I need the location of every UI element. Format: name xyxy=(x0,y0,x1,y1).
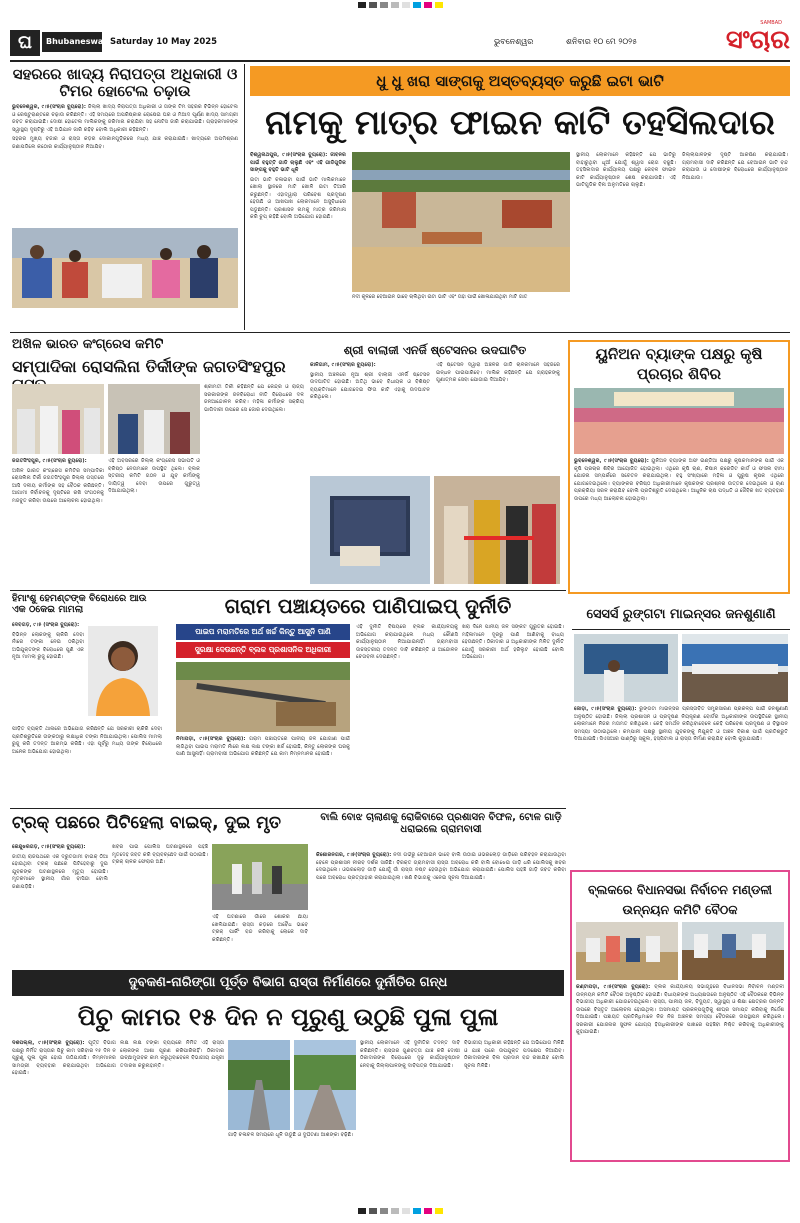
balaji-col-2: ଏହି ଷ୍ଟେସନ ଦ୍ୱାରା ଅଞ୍ଚଳର ଗାଡି ଚାଳକମାନେ ସହଜରେ ଇନ୍ଧନ ପାଇପାରିବେ। ମାଲିକ କହିଛନ୍ତି ଯେ ଗ୍ରାହକଙ୍କୁ ଗୁଣାତ୍ମକ ସେବା ଯୋଗାଇ ଦିଆଯିବ। xyxy=(436,362,560,384)
block-body-text: ବ୍ଲକ କାର୍ଯ୍ୟାଳୟ ସଭାଗୃହରେ ବିଧାନସଭା ନିର୍ବାଚନ ମଣ୍ଡଳୀ ଉନ୍ନୟନ କମିଟି ବୈଠକ ଅନୁଷ୍ଠିତ ହୋଇଛି। ବିଧାୟକଙ୍କ ଅଧ୍ୟକ୍ଷତାରେ ଅନୁଷ୍ଠିତ ଏହି ବୈଠକରେ ବିଭିନ୍ନ ବିଭାଗୀୟ ଅଧିକାରୀ ଯୋଗଦେଇଥିଲେ। ରାସ୍ତା, ପାନୀୟ ଜଳ, ବିଦ୍ୟୁତ, ସ୍ୱାସ୍ଥ୍ୟ ଓ ଶିକ୍ଷା କ୍ଷେତ୍ରର ଉନ୍ନତି ଉପରେ ବିସ୍ତୃତ ଆଲୋଚନା ହୋଇଥିଲା। ଅସମାପ୍ତ ପ୍ରକଳ୍ପଗୁଡ଼ିକୁ ଶୀଘ୍ର ସମାପ୍ତ କରିବାକୁ ନିର୍ଦ୍ଦେଶ ଦିଆଯାଇଛି। ପଞ୍ଚାୟତ ପ୍ରତିନିଧିମାନେ ନିଜ ନିଜ ଅଞ୍ଚଳର ସମସ୍ୟା ବୈଠକରେ ଉପସ୍ଥାପନ କରିଥିଲେ। ସରକାରୀ ଯୋଜନାର ସୁଫଳ ଯୋଗ୍ୟ ହିତାଧିକାରୀଙ୍କ ପାଖରେ ପହଞ୍ଚିବା ନିଶ୍ଚିତ କରିବାକୁ ଅଧିକାରୀଙ୍କୁ କୁହାଯାଇଛି। xyxy=(576,984,784,1036)
pipe-banner-1-text: ପାଇପ ମରାମତିରେ ଅର୍ଥ ଖର୍ଚ୍ଚ କିନ୍ତୁ ଆସୁନି ପାଣି xyxy=(195,627,331,636)
lead-col-1 xyxy=(250,152,346,320)
lead-caption: ନଦୀ କୂଳରେ ବେଆଇନ ଭାବେ ଚାଲିଥିବା ଇଟା ଭାଟି ଏବଂ ତାହା ପାଇଁ ଖୋଳାଯାଇଥିବା ମାଟି ଗାତ xyxy=(352,294,528,300)
bike-dateline: କେନ୍ଦୁଝରଗଡ଼, ୯।୫(ସଂଚାର ବ୍ୟୁରୋ): xyxy=(12,844,86,850)
lead-col-3: ଜିଲ୍ଲାପାଳଙ୍କ ଦୃଷ୍ଟି ଆକର୍ଷଣ କରାଯାଇଛି। ଗ୍ରାମବାସୀ ଦାବି କରିଛନ୍ତି ଯେ ବେଆଇନ ଭାଟି ବନ୍ଦ କରାଯାଉ ଓ ଦୋଷୀଙ୍କ ବିରୋଧରେ କାର୍ଯ୍ୟାନୁଷ୍ଠାନ ନିଆଯାଉ। xyxy=(682,152,788,181)
food-dateline: ଭୁବନେଶ୍ୱର, ୯।୫(ସଂଚାର ବ୍ୟୁରୋ): xyxy=(12,104,86,110)
hemanta-dateline: ଦେବଗଡ଼, ୯।୫ (ସଂଚାର ବ୍ୟୁରୋ): xyxy=(12,622,80,628)
food-body xyxy=(12,104,238,194)
bottom-kicker-text: ଦୁବକଣ-ନାରିଙ୍ଗା ପୂର୍ତ୍ତ ବିଭାଗ ରାସ୍ତା ନିର୍ମାଣରେ ଦୁର୍ନୀତିର ଗନ୍ଧ xyxy=(128,975,448,990)
pipe-col-3: ଖରା ଦିନେ ପାନୀୟ ଜଳ ସଙ୍କଟ ଗୁରୁତର ହୋଇଛି। ମହିଳାମାନେ ଦୂରରୁ ପାଣି ଆଣିବାକୁ ବାଧ୍ୟ ହେଉଛନ୍ତି। ଠିକାଦାର ଓ ଅଧିକାରୀଙ୍କ ମିଳିତ ଦୁର୍ନୀତି ଯୋଗୁଁ ସରକାରୀ ଅର୍ଥ ହରିଲୁଟ ହୋଇଛି ବୋଲି ଅଭିଯୋଗ। xyxy=(462,624,564,661)
congress-col-1 xyxy=(12,458,104,586)
lead-col-1-text: ଇଟା ଭାଟି ଚଳାଇବା ପାଇଁ ଭାଟି ମାଲିକମାନେ ଖୋଲା ସ୍ଥାନରେ ମାଟି ଖୋଳି ଇଟା ତିଆରି କରୁଛନ୍ତି। ଏହାଦ୍ୱାରା ପରିବେଶ ପ୍ରଦୂଷଣ ହେଉଛି ଓ ଆଖପାଖ ଲୋକମାନେ ଅସୁବିଧାରେ ପଡୁଛନ୍ତି। ପ୍ରଶାସନ ନାମକୁ ମାତ୍ର ଜରିମାନା କରି ଚୁପ୍ ରହିଛି ବୋଲି ଅଭିଯୋଗ ହୋଇଛି। xyxy=(250,176,346,221)
union-body-text: ୟୁନିଅନ ବ୍ୟାଙ୍କ ଅଫ ଇଣ୍ଡିଆ ପକ୍ଷରୁ କୃଷକମାନଙ୍କ ପାଇଁ ଏକ କୃଷି ପ୍ରଚାର ଶିବିର ଆୟୋଜିତ ହୋଇଥିଲା। ଏଥିରେ କୃଷି ଋଣ, କିଷାନ କ୍ରେଡିଟ କାର୍ଡ ଓ ଫସଲ ବୀମା ଯୋଜନା ସମ୍ପର୍କରେ ସଚେତନ କରାଯାଇଥିଲା। ବହୁ ସଂଖ୍ୟାରେ ମହିଳା ଓ ପୁରୁଷ କୃଷକ ଏଥିରେ ଯୋଗଦେଇଥିଲେ। ବ୍ୟାଙ୍କର ବରିଷ୍ଠ ଅଧିକାରୀମାନେ କୃଷକଙ୍କ ପ୍ରଶ୍ନର ଉତ୍ତର ଦେଇଥିଲେ ଓ ଋଣ ପ୍ରକ୍ରିୟା ସରଳ କରାଯିବ ବୋଲି ପ୍ରତିଶ୍ରୁତି ଦେଇଥିଲେ। ଆଧୁନିକ ଚାଷ ପଦ୍ଧତି ଓ ଜୈବିକ ଖତ ବ୍ୟବହାର ଉପରେ ମଧ୍ୟ ଆଲୋଚନା ହୋଇଥିଲା। xyxy=(574,458,784,502)
section-rule xyxy=(10,332,790,333)
congress-col-1-text: ଅଖିଳ ଭାରତ କଂଗ୍ରେସ କମିଟିର ସମ୍ପାଦିକା ରୋସଲିନା ତିର୍କୀ ଜଗତସିଂହପୁର ଜିଲ୍ଲା ଗସ୍ତରେ ଆସି ଦଳୀୟ କର୍ମୀଙ୍କ ସହ ବୈଠକ କରିଛନ୍ତି। ଆଗାମୀ ନିର୍ବାଚନକୁ ଦୃଷ୍ଟିରେ ରଖି ସଂଗଠନକୁ ମଜବୁତ କରିବା ଉପରେ ଆଲୋଚନା ହୋଇଥିଲା। xyxy=(12,467,104,504)
balaji-photo-1 xyxy=(310,476,430,584)
research-body xyxy=(574,706,788,866)
congress-dateline: ଜଗତସିଂହପୁର, ୯।୫(ସଂଚାର ବ୍ୟୁରୋ): xyxy=(12,458,87,464)
bottom-dateline: ଦଶପଲ୍ଲା, ୯।୫(ସଂଚାର ବ୍ୟୁରୋ): xyxy=(12,1040,85,1046)
research-photo-1 xyxy=(574,634,678,702)
registration-marks-bottom xyxy=(0,1206,800,1216)
research-headline-box xyxy=(572,600,790,630)
bike-photo xyxy=(212,844,308,910)
logo xyxy=(670,20,790,60)
masthead xyxy=(10,20,790,60)
odia-city: ଭୁବନେଶ୍ୱର xyxy=(494,37,534,46)
logo-top-text: SAMBAD xyxy=(760,20,782,26)
pipe-banner-2 xyxy=(176,642,350,658)
hemanta-photo xyxy=(88,626,158,716)
food-body-text: ଜିଲ୍ଲା ଖାଦ୍ୟ ନିରାପତ୍ତା ଅଧିକାରୀ ଓ ତାଙ୍କ ଟିମ ସହରର ବିଭିନ୍ନ ହୋଟେଲ ଓ ରେଷ୍ଟୁରାଣ୍ଟରେ ଚଢ଼ାଉ କରିଛନ୍ତି। ଏହି ସମୟରେ ଅପରିଷ୍କାର ରୋଷେଇ ଘର ଓ ମିଆଦ ପୂର୍ଣ୍ଣ ଖାଦ୍ୟ ସାମଗ୍ରୀ ଜବତ କରାଯାଇଛି। ଦୋଷୀ ହୋଟେଲ ମାଲିକଙ୍କୁ ଜରିମାନା କରାଯିବା ସହ ନୋଟିସ ଜାରି କରାଯାଇଛି। ଗ୍ରାହକମାନଙ୍କ ସ୍ୱାସ୍ଥ୍ୟ ଦୃଷ୍ଟିରୁ ଏହି ଅଭିଯାନ ଜାରି ରହିବ ବୋଲି ଅଧିକାରୀ କହିଛନ୍ତି। xyxy=(12,104,238,133)
congress-col-3: ଶ୍ରୀମତୀ ତିର୍କୀ କହିଛନ୍ତି ଯେ କେନ୍ଦ୍ର ଓ ରାଜ୍ୟ ସରକାରଙ୍କ ଜନବିରୋଧୀ ନୀତି ବିରୋଧରେ ଦଳ ଜନଆନ୍ଦୋଳନ କରିବ। ମହିଳା କର୍ମୀଙ୍କ ସକ୍ରିୟ ଭାଗିଦାରୀ ଉପରେ ସେ ଜୋର ଦେଇଥିଲେ। xyxy=(204,384,304,413)
congress-kicker: ଅଖିଳ ଭାରତ କଂଗ୍ରେସ କମିଟି xyxy=(12,337,164,352)
balaji-dateline: କାଳିଗାମ, ୯।୫(ସଂଚାର ବ୍ୟୁରୋ): xyxy=(310,362,376,368)
pipe-col-1 xyxy=(176,736,350,806)
bottom-col-1-text: ପୂର୍ତ୍ତ ବିଭାଗ ପକ୍ଷରୁ ନିର୍ମିତ ରାସ୍ତାର ପିଚୁ କାମ ସରିବାର ୧୫ ଦିନ ନ ପୂରୁଣୁ ପୁଳା ପୁଳା ହୋଇ ଉଠିଯାଉଛି। ନିମ୍ନମାନର ସାମଗ୍ରୀ ବ୍ୟବହାର କରାଯାଇଥିବା ଅଭିଯୋଗ ହୋଇଛି। xyxy=(12,1040,116,1077)
pipe-dateline: ନିମାପଡ଼ା, ୯।୫(ସଂଚାର ବ୍ୟୁରୋ): xyxy=(176,736,246,742)
food-photo xyxy=(12,228,238,308)
hemanta-body-1-text: ବିଭିନ୍ନ ଲୋକଙ୍କୁ ଚାକିରି ଦେବା ନାଁରେ ଟଙ୍କା ନେଇ ଠକିଥିବା ଅଭିଯୁକ୍ତଙ୍କ ବିରୋଧରେ ପୁଣି ଏକ ନୂଆ ମାମଲା ରୁଜୁ ହୋଇଛି। xyxy=(12,631,84,661)
union-dateline: ଭୁବନେଶ୍ୱର, ୯।୫(ସଂଚାର ବ୍ୟୁରୋ): xyxy=(574,458,649,464)
block-photo-2 xyxy=(682,922,784,980)
section-rule-2 xyxy=(10,590,566,591)
lead-col-2: ସ୍ଥାନୀୟ ଲୋକମାନେ କହିଛନ୍ତି ଯେ ଭାଟିରୁ ବାହାରୁଥିବା ଧୂଆଁ ଯୋଗୁଁ ଶ୍ୱାସ ରୋଗ ବଢୁଛି। ତହସିଲଦାର କାର୍ଯ୍ୟାଳୟ ପକ୍ଷରୁ କେବଳ ଫାଇନ କାଟି କାର୍ଯ୍ୟାନୁଷ୍ଠାନ ଶେଷ କରାଯାଉଛି। ଏହି ଭାଟିଗୁଡିକ ବିନା ଅନୁମତିରେ ଚାଲୁଛି। xyxy=(576,152,676,189)
food-body-text-2: ସହରର ମୁଖ୍ୟ ବଜାର ଓ ରାସ୍ତା କଡ଼ର ଦୋକାନଗୁଡ଼ିକରେ ମଧ୍ୟ ଯାଞ୍ଚ କରାଯାଇଛି। ଖାଦ୍ୟରେ ଅପମିଶ୍ରଣ ଜଣାପଡିଲେ କଠୋର କାର୍ଯ୍ୟାନୁଷ୍ଠାନ ନିଆଯିବ। xyxy=(12,136,238,150)
road-block-headline: ବାଲି ବୋଝ ଚାଲାଣକୁ ରୋକିବାରେ ପ୍ରଶାସନ ବିଫଳ, ଟୋଳ ଗାଡ଼ି ଧରାଇଲେ ଗ୍ରାମବାସୀ xyxy=(320,812,562,835)
bike-col-1-text: ଜାତୀୟ ରାଜପଥରେ ଏକ ଦ୍ରୁତଗାମୀ ବାଇକ୍ ଠିଆ ହୋଇଥିବା ଟ୍ରକ୍ ପଛରେ ପିଟିହେବାରୁ ଦୁଇ ଯୁବକଙ୍କ ଘଟଣାସ୍ଥଳରେ ମୃତ୍ୟୁ ହୋଇଛି। ମୃତକମାନେ ସ୍ଥାନୀୟ ଗାଁର ବାସିନ୍ଦା ବୋଲି ଜଣାପଡ଼ିଛି। xyxy=(12,853,108,890)
date-label: Saturday 10 May 2025 xyxy=(110,37,218,47)
bike-col-1 xyxy=(12,844,108,966)
bottom-photo-2 xyxy=(294,1040,356,1130)
research-headline: ସେସର୍ସ ରୁଙ୍ଗଟା ମାଇନ୍ସର ଜନଶୁଣାଣି xyxy=(586,607,776,622)
pipe-banner-2-text: ସୁରକ୍ଷା ଦେଉଛନ୍ତି ବ୍ଲକ ପ୍ରଶାସନିକ ଅଧିକାରୀ xyxy=(194,645,332,654)
union-body xyxy=(574,458,784,590)
hemanta-headline: ହିମାଂଶୁ ହେମଣ୍ଟଙ୍କ ବିରୋଧରେ ଆଉ ଏକ ଠକେଇ ମାମଲା xyxy=(12,593,147,615)
lead-dateline: ବିଶ୍ୱନାଥପୁର, ୯।୫(ସଂଚାର ବ୍ୟୁରୋ): ଜୀବନର ପାଇଁ ବହୁତ୍ତି ଗାଡି ଚାଲୁଛି ଏବଂ ଏହି ଗାଡିଗୁଡିକ ସାଙ୍ଗକୁ ବହୁତି ଭାଟି ଧୂଳି xyxy=(250,152,346,174)
pipe-headline: ଗରାମ ପଞ୍ଚାୟତରେ ପାଣିପାଇପ୍ ଦୁର୍ନୀତି xyxy=(224,594,512,618)
balaji-headline: ଶ୍ରୀ ବାଲାଜୀ ଏନର୍ଜି ଷ୍ଟେସନର ଉଦଘାଟିତ xyxy=(343,343,527,357)
bike-col-2: ଖବର ପାଇ ପୋଲିସ ଘଟଣାସ୍ଥଳରେ ପହଞ୍ଚି ମୃତଦେହ ଜବତ କରି ବ୍ୟବଚ୍ଛେଦ ପାଇଁ ପଠାଇଛି। ଟ୍ରକ୍ ଚାଳକ ଫେରାର ଅଛି। xyxy=(112,844,208,866)
union-headline: ୟୁନିଅନ ବ୍ୟାଙ୍କ ପକ୍ଷରୁ କୃଷି ପ୍ରଚାର ଶିବିର xyxy=(595,345,763,383)
pipe-col-1-text: ଗରାମ ପଞ୍ଚାୟତରେ ପାନୀୟ ଜଳ ଯୋଗାଣ ପାଇଁ ଲାଗିଥିବା ପାଇପ ମରାମତି ନାଁରେ ଲକ୍ଷ ଲକ୍ଷ ଟଙ୍କା ଖର୍ଚ୍ଚ ହୋଇଛି, କିନ୍ତୁ ଲୋକଙ୍କ ଘରକୁ ପାଣି ଆସୁନାହିଁ। ଗ୍ରାମବାସୀ ଅଭିଯୋଗ କରିଛନ୍ତି ଯେ କାମ ନିମ୍ନମାନର ହୋଇଛି। xyxy=(176,736,350,758)
balaji-col-1-text: ସ୍ଥାନୀୟ ଅଞ୍ଚଳରେ ନୂଆ ଶ୍ରୀ ବାଲାଜୀ ଏନର୍ଜି ଷ୍ଟେସନ ଉଦଘାଟିତ ହୋଇଛି। ଅତିଥି ଭାବେ ବିଧାୟକ ଓ ବିଶିଷ୍ଟ ବ୍ୟକ୍ତିମାନେ ଯୋଗଦେଇ ଫିତା କାଟି ଏହାକୁ ଉଦଘାଟନ କରିଥିଲେ। xyxy=(310,371,430,401)
hemanta-body-1 xyxy=(12,622,84,722)
road-block-dateline: କିଶୋରନଗର, ୯।୫(ସଂଚାର ବ୍ୟୁରୋ): xyxy=(316,852,392,858)
bottom-col-5: ବିଭାଗୀୟ ଅଧିକାରୀ କହିଛନ୍ତି ଯେ ଅଭିଯୋଗ ମିଳିଛି ଓ ଯାଞ୍ଚ ପରେ ଉପଯୁକ୍ତ ପଦକ୍ଷେପ ନିଆଯିବ। ଠିକାଦାରଙ୍କ ବିଲ ପ୍ରଦାନ ବନ୍ଦ ରଖାଯିବ ବୋଲି ସୂଚନା ମିଳିଛି। xyxy=(464,1040,564,1069)
research-body-text: ରୁଙ୍ଗଟା ମାଇନ୍ସର ପ୍ରସ୍ତାବିତ ସମ୍ପ୍ରସାରଣ ପ୍ରକଳ୍ପ ପାଇଁ ଜନଶୁଣାଣି ଅନୁଷ୍ଠିତ ହୋଇଛି। ଜିଲ୍ଲା ପ୍ରଶାସନ ଓ ପ୍ରଦୂଷଣ ନିୟନ୍ତ୍ରଣ ବୋର୍ଡର ଅଧିକାରୀଙ୍କ ଉପସ୍ଥିତିରେ ସ୍ଥାନୀୟ ଲୋକମାନେ ନିଜର ମତାମତ ରଖିଥିଲେ। କେହି ସମର୍ଥନ କରିଥିବାବେଳେ କେହି ପରିବେଶ ପ୍ରଦୂଷଣ ଓ ବିସ୍ଥାପନ ସମସ୍ୟା ଉଠାଇଥିଲେ। କମ୍ପାନୀ ପକ୍ଷରୁ ସ୍ଥାନୀୟ ଯୁବକଙ୍କୁ ନିଯୁକ୍ତି ଓ ଅଞ୍ଚଳ ବିକାଶ ପାଇଁ ପ୍ରତିଶ୍ରୁତି ଦିଆଯାଇଛି। ସିଏସଆର ପାଣ୍ଠିରୁ ସ୍କୁଲ, ହସ୍ପିଟାଲ ଓ ରାସ୍ତା ନିର୍ମାଣ କରାଯିବ ବୋଲି କୁହାଯାଇଛି। xyxy=(574,706,788,743)
bottom-photo-1 xyxy=(228,1040,290,1130)
bike-headline: ଟ୍ରକ୍ ପଛରେ ପିଟିହେଲା ବାଇକ୍, ଦୁଇ ମୃତ xyxy=(12,813,282,833)
bottom-headline: ପିଚୁ କାମର ୧୫ ଦିନ ନ ପୂରୁଣୁ ଉଠୁଛି ପୁଳା ପୁଳା xyxy=(77,1003,499,1031)
logo-text: ସଂଚାର xyxy=(725,25,790,55)
bike-col-3: ଏହି ଘଟଣାରେ ଗାଁରେ ଶୋକର ଛାୟା ଖେଳିଯାଇଛି। ରାସ୍ତା କଡ଼ରେ ଅବୈଧ ଭାବେ ଟ୍ରକ୍ ପାର୍କିଂ ବନ୍ଦ କରିବାକୁ ଲୋକେ ଦାବି କରିଛନ୍ତି। xyxy=(212,914,308,943)
block-dateline: କଣ୍ଟାପଡ଼ା, ୯।୫(ସଂଚାର ବ୍ୟୁରୋ): xyxy=(576,984,651,990)
bottom-col-1 xyxy=(12,1040,116,1164)
research-dateline: ଜୋଡ଼ା, ୯।୫(ସଂଚାର ବ୍ୟୁରୋ): xyxy=(574,706,637,712)
lead-photo xyxy=(352,152,570,292)
congress-headline: ସମ୍ପାଦିକା ରୋସଲିନା ତିର୍କୀଙ୍କ ଜଗତସିଂହପୁର xyxy=(12,357,286,376)
food-headline: ସହରରେ ଖାଦ୍ୟ ନିରାପତ୍ତା ଅଧିକାରୀ ଓ ଟିମର ହୋଟେଲ ଚଢ଼ାଉ xyxy=(12,65,238,101)
page-letter: ଘ xyxy=(10,30,40,56)
pipe-photo xyxy=(176,662,350,732)
city-label: Bhubaneswar xyxy=(42,32,102,52)
col-rule xyxy=(244,64,245,330)
lead-kicker xyxy=(250,66,790,96)
registration-marks-top xyxy=(0,0,800,10)
bottom-kicker xyxy=(12,970,564,996)
hemanta-body-2: ପୀଡ଼ିତ ବ୍ୟକ୍ତି ଥାନାରେ ଅଭିଯୋଗ କରିଛନ୍ତି ଯେ ସରକାରୀ ଚାକିରି ଦେବା ପ୍ରତିଶ୍ରୁତିରେ ତାଙ୍କଠାରୁ ଲକ୍ଷାଧିକ ଟଙ୍କା ନିଆଯାଇଥିଲା। ପୋଲିସ ମାମଲା ରୁଜୁ କରି ତଦନ୍ତ ଆରମ୍ଭ କରିଛି। ଏହା ପୂର୍ବରୁ ମଧ୍ୟ ତାଙ୍କ ବିରୋଧରେ ଅନେକ ଅଭିଯୋଗ ହୋଇଥିଲା। xyxy=(12,726,162,755)
lead-headline: ନାମକୁ ମାତ୍ର ଫାଇନ କାଟି ତହସିଲଦାର xyxy=(265,103,775,143)
balaji-photo-2 xyxy=(434,476,560,584)
congress-photo-2 xyxy=(108,384,200,454)
block-body xyxy=(576,984,784,1156)
road-block-body-text: ନଦୀ ଗର୍ଭରୁ ବେଆଇନ ଭାବେ ବାଲି ଉଠାଇ ଓଭରଲୋଡ଼ ଗାଡ଼ିରେ ପରିବହନ କରାଯାଉଥିବା ବେଳେ ପ୍ରଶାସନ ନୀରବ ଦର୍ଶକ ସାଜିଛି। ବିରକ୍ତ ଗ୍ରାମବାସୀ ରାସ୍ତା ଅବରୋଧ କରି ବାଲି ବୋଝେଇ ଗାଡ଼ି ଧରି ପୋଲିସକୁ ଖବର ଦେଇଥିଲେ। ଓଭରଲୋଡ଼ ଗାଡ଼ି ଯୋଗୁଁ ଗାଁ ରାସ୍ତା ନଷ୍ଟ ହେଉଥିବା ଅଭିଯୋଗ କରାଯାଇଛି। ପୋଲିସ ପହଞ୍ଚି ଗାଡ଼ି ଜବତ କରିବା ପରେ ଅବରୋଧ ପ୍ରତ୍ୟାହାର କରାଯାଇଥିଲା। ଖଣି ବିଭାଗକୁ ଏନେଇ ସୂଚନା ଦିଆଯାଇଛି। xyxy=(316,852,566,881)
road-block-body xyxy=(316,852,566,964)
pipe-col-2: ଏହି ଦୁର୍ନୀତି ବିଷୟରେ ବ୍ଲକ କାର୍ଯ୍ୟାଳୟକୁ ଅଭିଯୋଗ କରାଯାଇଥିଲେ ମଧ୍ୟ କୌଣସି କାର୍ଯ୍ୟାନୁଷ୍ଠାନ ନିଆଯାଇନାହିଁ। ଗ୍ରାମବାସୀ ଉଚ୍ଚସ୍ତରୀୟ ତଦନ୍ତ ଦାବି କରିଛନ୍ତି ଓ ଆନ୍ଦୋଳନ ଚେତାବନୀ ଦେଇଛନ୍ତି। xyxy=(356,624,458,661)
section-rule-3 xyxy=(10,808,566,809)
bottom-col-3: ଗାଡ଼ି ଚଳାଚଳ ସମୟରେ ଧୂଳି ଉଡୁଛି ଓ ଦୁର୍ଘଟଣା ଆଶଙ୍କା ବଢ଼ିଛି। xyxy=(228,1132,354,1138)
block-photo-1 xyxy=(576,922,678,980)
block-headline: ବ୍ଲକରେ ବିଧାନସଭା ନିର୍ବାଚନ ମଣ୍ଡଳୀ ଉନ୍ନୟନ କମିଟି ବୈଠକ xyxy=(587,882,773,917)
congress-photo-1 xyxy=(12,384,104,454)
pipe-banner-1 xyxy=(176,624,350,640)
lead-kicker-text: ଧୁ ଧୁ ଖରା ସାଙ୍ଗକୁ ଅସ୍ତବ୍ୟସ୍ତ କରୁଛି ଇଟା ଭାଟି xyxy=(376,72,664,90)
congress-col-2: ଏହି ଅବସରରେ ଜିଲ୍ଲା କଂଗ୍ରେସ ସଭାପତି ଓ ବରିଷ୍ଠ ନେତାମାନେ ଉପସ୍ଥିତ ଥିଲେ। ବ୍ଲକ ସ୍ତରୀୟ କମିଟି ଗଠନ ଓ ଯୁବ କର୍ମୀଙ୍କୁ ଦାୟିତ୍ୱ ଦେବା ଉପରେ ଗୁରୁତ୍ୱ ଦିଆଯାଇଥିଲା। xyxy=(108,458,200,495)
odia-date: ଶନିବାର ୧୦ ମେ ୨୦୨୫ xyxy=(566,37,638,46)
union-photo xyxy=(574,388,784,454)
bottom-col-4: ସ୍ଥାନୀୟ ଲୋକମାନେ ଏହି ଦୁର୍ନୀତିର ତଦନ୍ତ ଦାବି କରିଛନ୍ତି। ରାସ୍ତାର ଗୁଣବତ୍ତା ଯାଞ୍ଚ କରି ଦୋଷୀ ଠିକାଦାରଙ୍କ ବିରୋଧରେ ଦୃଢ଼ କାର୍ଯ୍ୟାନୁଷ୍ଠାନ ନେବାକୁ ଜିଲ୍ଲାପାଳଙ୍କୁ ଦାବିପତ୍ର ଦିଆଯାଇଛି। xyxy=(360,1040,460,1069)
research-photo-2 xyxy=(682,634,788,702)
balaji-col-1 xyxy=(310,362,430,472)
masthead-rule xyxy=(10,60,790,62)
bottom-col-2: ଲକ୍ଷ ଲକ୍ଷ ଟଙ୍କା ବ୍ୟୟରେ ନିର୍ମିତ ଏହି ରାସ୍ତା ଲୋକଙ୍କ ଆଶା ପୂରଣ କରିପାରିନାହିଁ। ଠିକାଦାର ଇଚ୍ଛାମୁତାବକ କାମ କରୁଥିବାବେଳେ ବିଭାଗୀୟ ଯନ୍ତ୍ରୀ ତଦାରଖ କରୁନାହାନ୍ତି। xyxy=(120,1040,224,1069)
